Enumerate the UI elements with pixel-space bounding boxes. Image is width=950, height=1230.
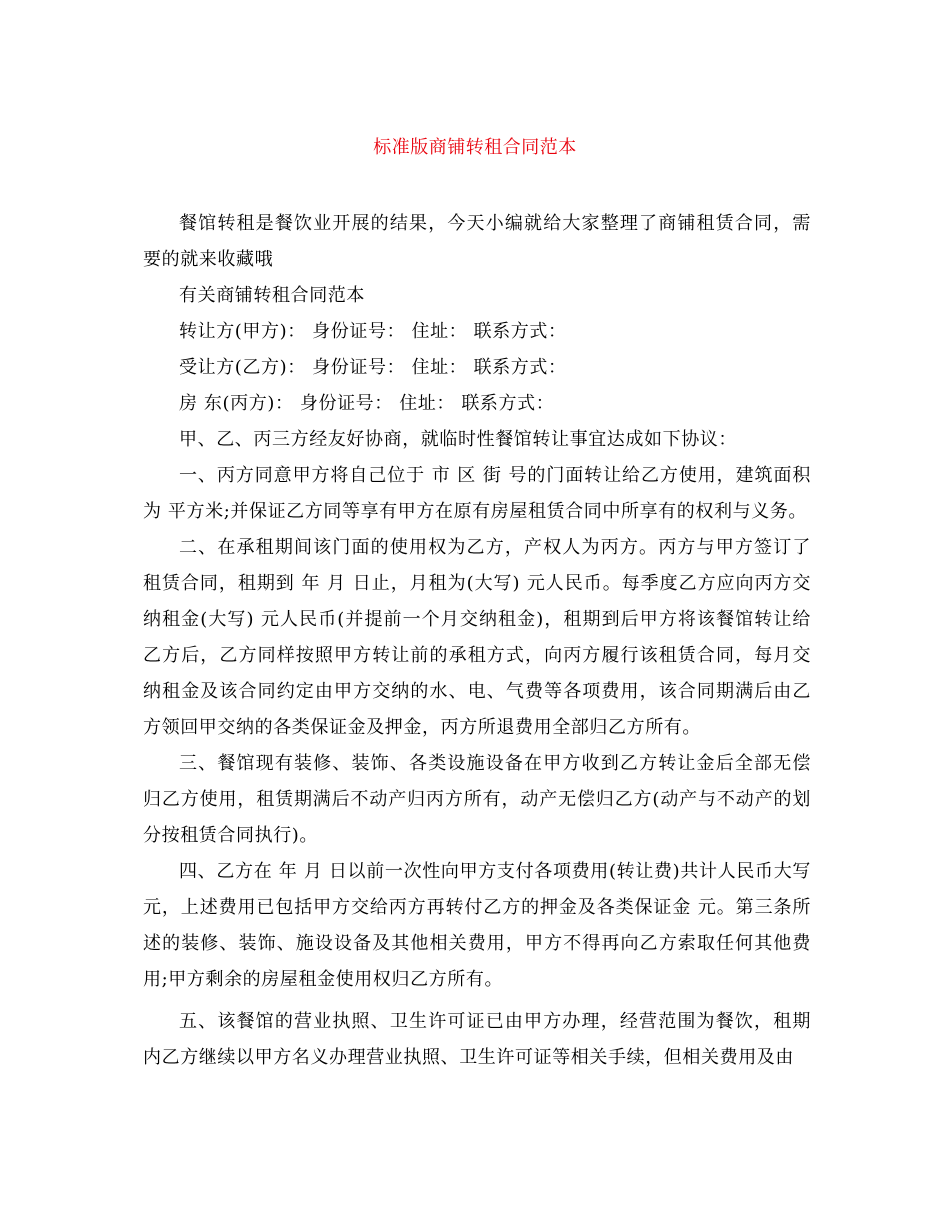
party-c-line: 房 东(丙方)： 身份证号： 住址： 联系方式： [179,393,555,414]
agreement-preamble: 甲、乙、丙三方经友好协商，就临时性餐馆转让事宜达成如下协议： [179,429,737,450]
clause-1: 一、丙方同意甲方将自己位于 市 区 街 号的门面转让给乙方使用，建筑面积为 平方米;并保证乙方同等享有甲方在原有房屋租赁合同中所享有的权利与义务。 [143,465,811,522]
clause-5: 五、该餐馆的营业执照、卫生许可证已由甲方办理，经营范围为餐饮，租期内乙方继续以甲方名义办理营业执照、卫生许可证等相关手续，但相关费用及由 [143,1011,811,1068]
clause-2: 二、在承租期间该门面的使用权为乙方，产权人为丙方。丙方与甲方签订了租赁合同，租期到 年 月 日止，月租为(大写) 元人民币。每季度乙方应向丙方交纳租金(大写) 元人民币(并提前一个月交纳租金)，租期到后甲方将该餐馆转让给乙方后，乙方同样按照甲方转让前的承租方式，向丙方履行该租赁合同，每月交纳租金及该合同约定由甲方交纳的水、电、气费等各项费用，该合同期满后由乙方领回甲交纳的各类保证金及押金，丙方所退费用全部归乙方所有。 [143,537,811,738]
party-a-line: 转让方(甲方)： 身份证号： 住址： 联系方式： [179,321,567,342]
intro-paragraph: 餐馆转租是餐饮业开展的结果，今天小编就给大家整理了商铺租赁合同，需要的就来收藏哦 [143,213,811,270]
party-b-line: 受让方(乙方)： 身份证号： 住址： 联系方式： [179,357,567,378]
section-heading: 有关商铺转租合同范本 [179,285,365,306]
clause-3: 三、餐馆现有装修、装饰、各类设施设备在甲方收到乙方转让金后全部无偿归乙方使用，租赁期满后不动产归丙方所有，动产无偿归乙方(动产与不动产的划分按租赁合同执行)。 [143,753,811,846]
document-title: 标准版商铺转租合同范本 [373,137,577,158]
document-body [143,206,811,1076]
clause-4: 四、乙方在 年 月 日以前一次性向甲方支付各项费用(转让费)共计人民币大写 元，上述费用已包括甲方交给丙方再转付乙方的押金及各类保证金 元。第三条所述的装修、装饰、施设设备及其他相关费用，甲方不得再向乙方索取任何其他费用;甲方剩余的房屋租金使用权归乙方所有。 [143,861,811,990]
